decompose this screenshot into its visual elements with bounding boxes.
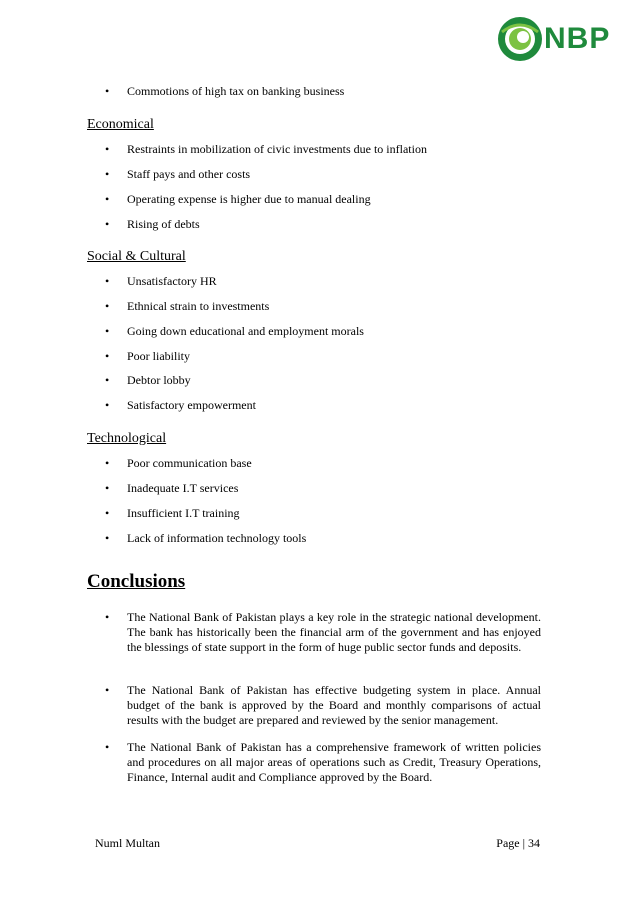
bullet-icon: •: [105, 167, 110, 181]
bullet-icon: •: [105, 481, 110, 495]
section-heading-economical: Economical: [87, 117, 154, 132]
bullet-icon: •: [105, 274, 110, 288]
section-heading-social: Social & Cultural: [87, 249, 186, 264]
conclusions-heading: Conclusions: [87, 571, 186, 592]
nbp-emblem-icon: [496, 14, 544, 64]
list-item: • Staff pays and other costs: [105, 167, 251, 181]
bullet-icon: •: [105, 84, 110, 98]
bullet-icon: •: [105, 217, 110, 231]
list-item: • Restraints in mobilization of civic investments due to inflation: [105, 142, 427, 156]
bullet-icon: •: [105, 324, 110, 338]
list-item: • Poor liability: [105, 349, 190, 363]
bullet-icon: •: [105, 610, 110, 624]
bullet-icon: •: [105, 142, 110, 156]
bullet-icon: •: [105, 531, 110, 545]
list-item: • Ethnical strain to investments: [105, 299, 270, 313]
bullet-icon: •: [105, 192, 110, 206]
list-item: • Poor communication base: [105, 456, 252, 470]
list-item: • Rising of debts: [105, 217, 200, 231]
list-item: • Satisfactory empowerment: [105, 398, 256, 412]
section-heading-technological: Technological: [87, 431, 167, 446]
footer-left: Numl Multan: [95, 836, 160, 850]
list-item: • Commotions of high tax on banking business: [105, 84, 345, 98]
bullet-icon: •: [105, 398, 110, 412]
bullet-icon: •: [105, 299, 110, 313]
list-item: • Unsatisfactory HR: [105, 274, 217, 288]
bullet-icon: •: [105, 456, 110, 470]
list-item: • The National Bank of Pakistan plays a key role in the strategic national development. The bank has historically been the financial arm of the government and has enjoyed the blessings of state support in the form of huge public sector funds and deposits.: [105, 610, 541, 654]
bullet-icon: •: [105, 373, 110, 387]
bullet-icon: •: [105, 683, 110, 697]
list-item: • Insufficient I.T training: [105, 506, 240, 520]
logo-text: NBP: [544, 22, 611, 55]
list-item: • Going down educational and employment morals: [105, 324, 364, 338]
bullet-icon: •: [105, 349, 110, 363]
list-item: • Lack of information technology tools: [105, 531, 307, 545]
list-item: • The National Bank of Pakistan has a comprehensive framework of written policies and procedures on all major areas of operations such as Credit, Treasury Operations, Finance, Internal audit and Compliance approved by the Board.: [105, 740, 541, 784]
list-item: • Operating expense is higher due to manual dealing: [105, 192, 371, 206]
page-number: Page | 34: [496, 836, 540, 850]
list-item: • Inadequate I.T services: [105, 481, 239, 495]
list-item: • Debtor lobby: [105, 373, 191, 387]
bullet-icon: •: [105, 506, 110, 520]
bullet-icon: •: [105, 740, 110, 754]
nbp-logo: [496, 14, 636, 66]
list-item: • The National Bank of Pakistan has effective budgeting system in place. Annual budget of the bank is approved by the Board and monthly comparisons of actual results with the budget are prepared and reviewed by the senior management.: [105, 683, 541, 727]
